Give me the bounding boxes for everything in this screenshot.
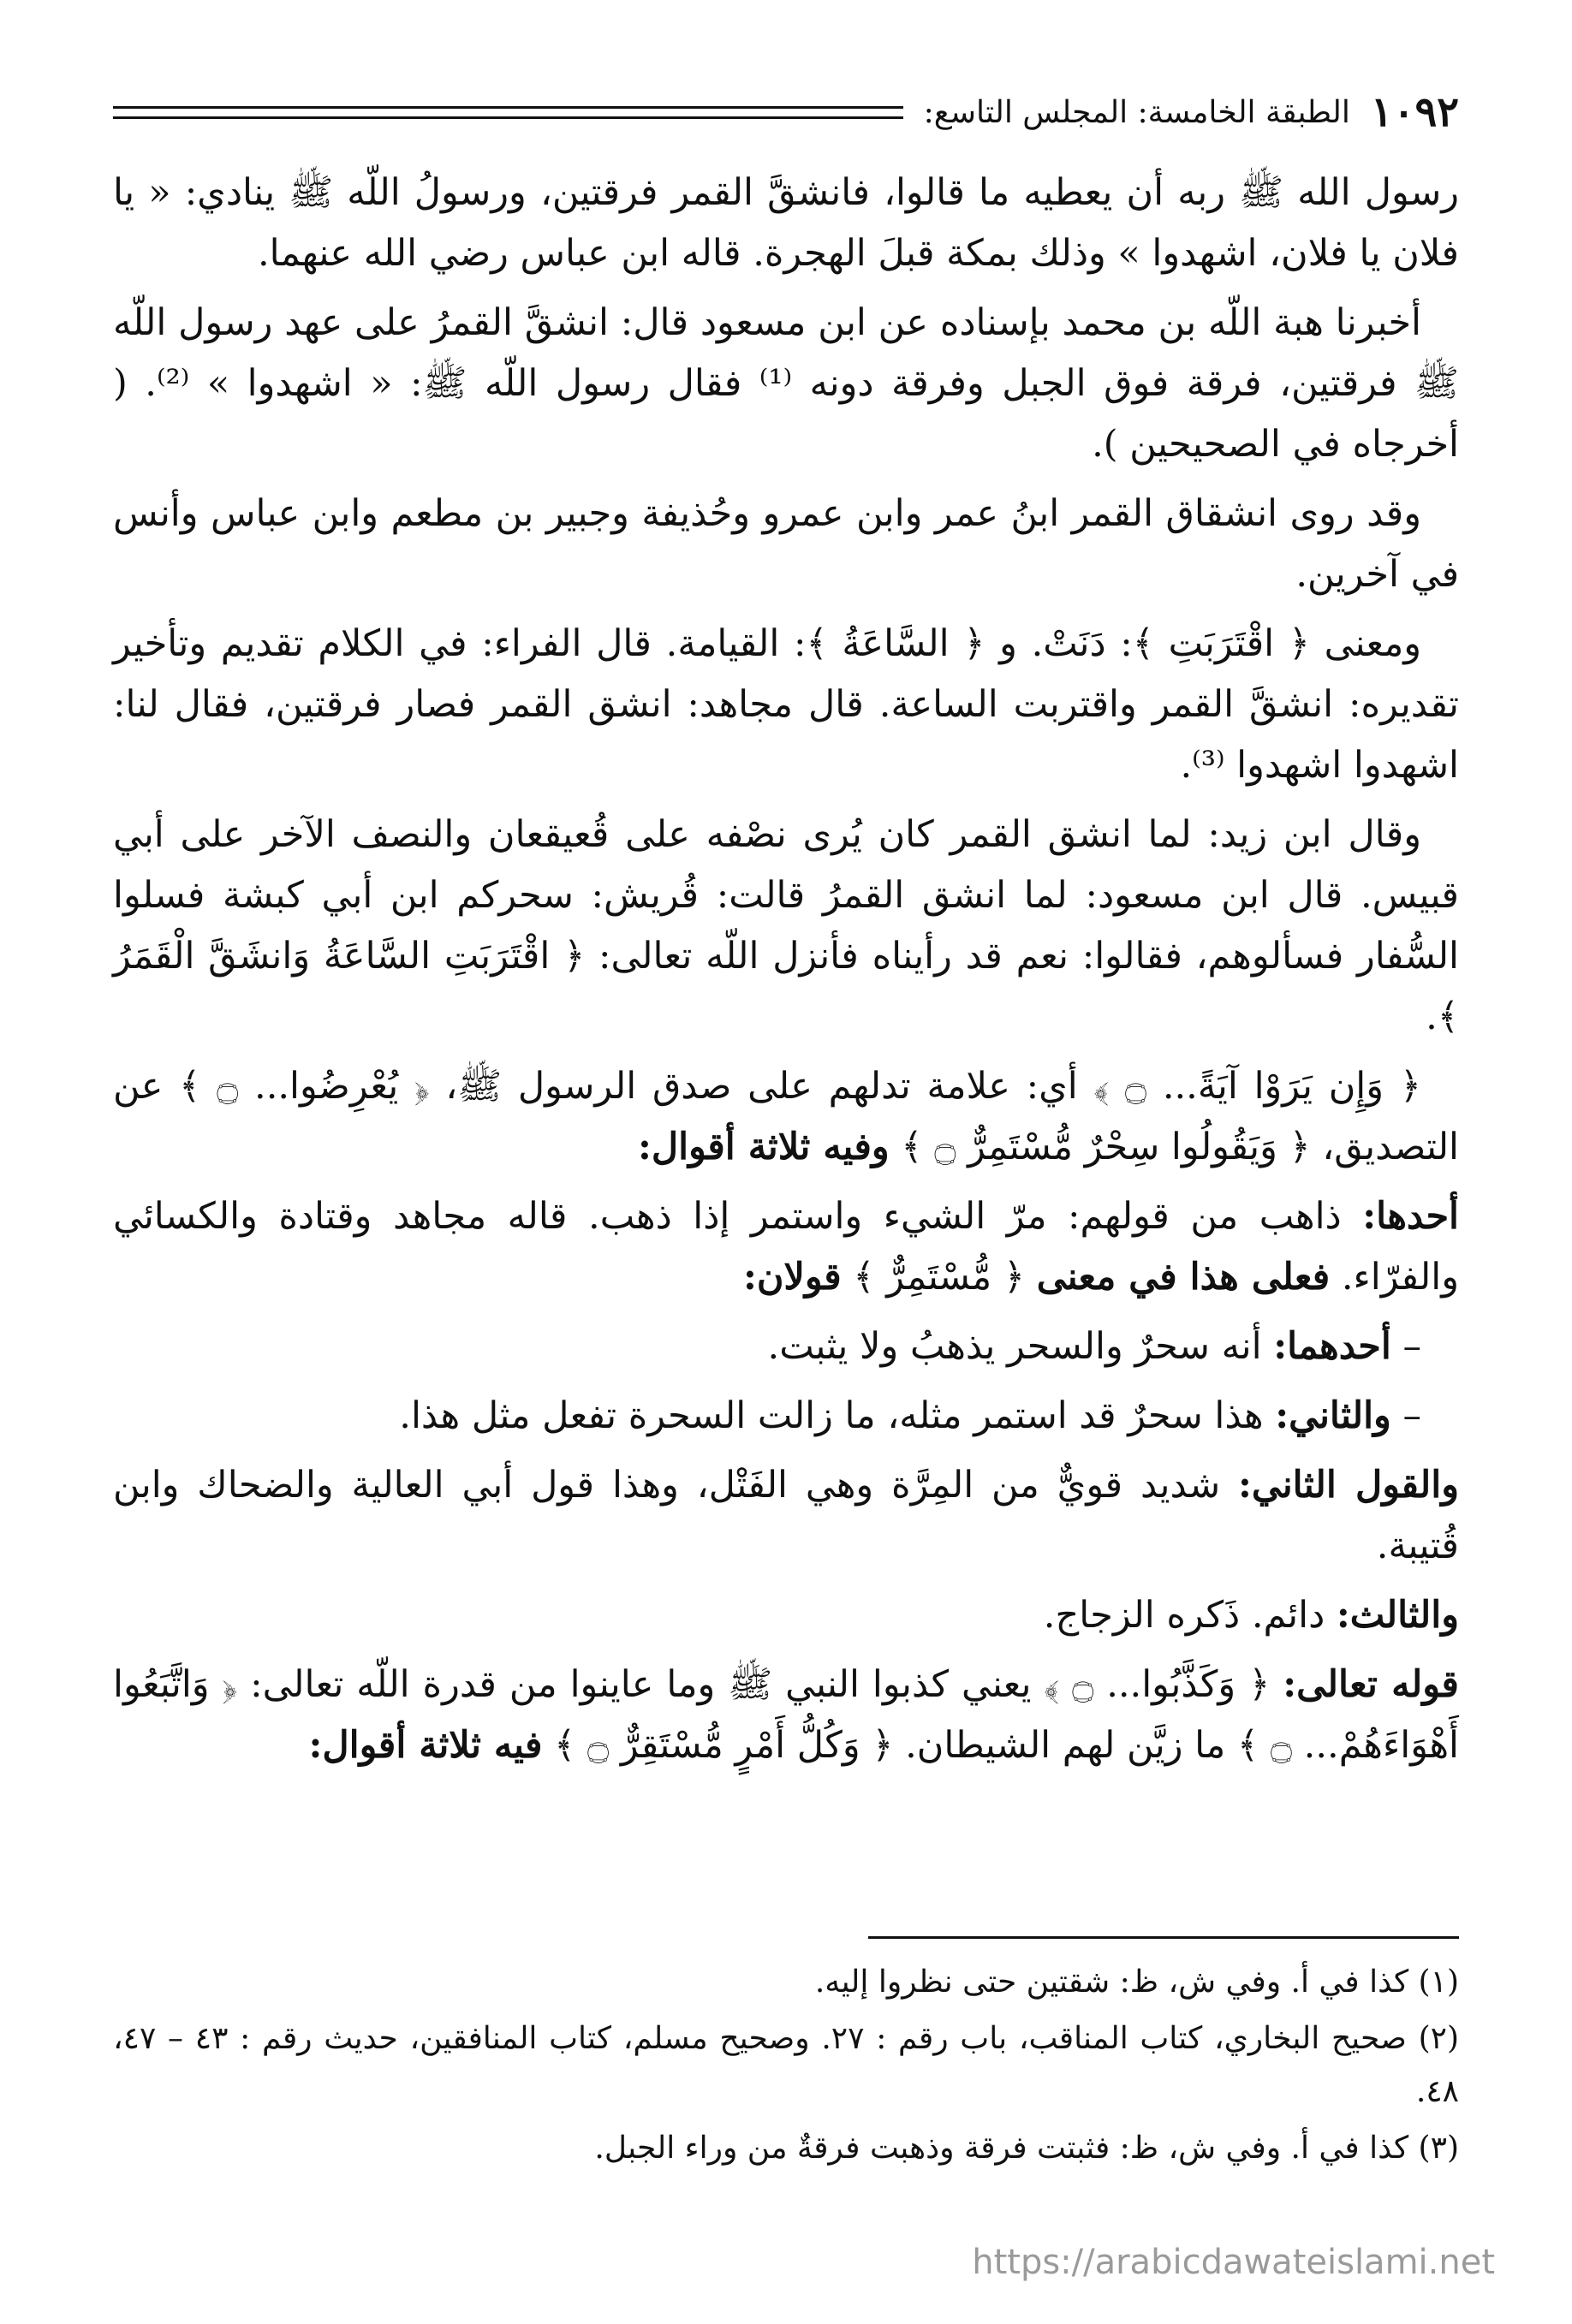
footnote-separator xyxy=(868,1936,1459,1939)
watermark-url: https://arabicdawateislami.net xyxy=(972,2243,1495,2282)
header-rule xyxy=(113,106,903,119)
paragraph-6: ﴿ وَإِن يَرَوْا آيَةً... ۝ ﴾ أي: علامة تدلهم على صدق الرسول ﷺ، ﴿ يُعْرِضُوا... ۝ ﴾ عن التصديق، ﴿ وَيَقُولُوا سِحْرٌ مُّسْتَمِرٌّ ۝ ﴾ وفيه ثلاثة أقوال: xyxy=(113,1065,1459,1168)
running-title: الطبقة الخامسة: المجلس التاسع: xyxy=(923,94,1350,130)
paragraph-5: وقال ابن زيد: لما انشق القمر كان يُرى نصْفه على قُعيقعان والنصف الآخر على أبي قبيس. قال ابن مسعود: لما انشق القمرُ قالت: قُريش: سحركم ابن أبي كبشة فسلوا السُّفار فسألوهم، فقالوا: نعم قد رأيناه فأنزل اللّه تعالى: ﴿ اقْتَرَبَتِ السَّاعَةُ وَانشَقَّ الْقَمَرُ ﴾. xyxy=(113,813,1459,1038)
paragraph-11: والثالث: دائم. ذَكره الزجاج. xyxy=(1043,1594,1459,1637)
main-text xyxy=(113,163,1459,1883)
paragraph-12: قوله تعالى: ﴿ وَكَذَّبُوا... ۝ ﴾ يعني كذبوا النبي ﷺ وما عاينوا من قدرة اللّه تعالى: ﴿ وَاتَّبَعُوا أَهْوَاءَهُمْ... ۝ ﴾ ما زيَّن لهم الشيطان. ﴿ وَكُلُّ أَمْرٍ مُّسْتَقِرٌّ ۝ ﴾ فيه ثلاثة أقوال: xyxy=(113,1663,1459,1767)
footnote-2: (٢) صحيح البخاري، كتاب المناقب، باب رقم : ٢٧. وصحيح مسلم، كتاب المنافقين، حديث رقم : ٤٣ – ٤٧، ٤٨. xyxy=(113,2021,1460,2109)
page-number: ١٠٩٢ xyxy=(1370,88,1459,136)
page-header xyxy=(113,82,1459,142)
paragraph-9: – والثاني: هذا سحرٌ قد استمر مثله، ما زالت السحرة تفعل مثل هذا. xyxy=(399,1394,1421,1437)
footnote-1: (١) كذا في أ. وفي ش، ظ: شقتين حتى نظروا إليه. xyxy=(814,1964,1459,2000)
paragraph-1: رسول الله ﷺ ربه أن يعطيه ما قالوا، فانشقَّ القمر فرقتين، ورسولُ اللّه ﷺ ينادي: « يا فلان يا فلان، اشهدوا » وذلك بمكة قبلَ الهجرة. قاله ابن عباس رضي الله عنهما. xyxy=(113,171,1459,275)
paragraph-3: وقد روى انشقاق القمر ابنُ عمر وابن عمرو وحُذيفة وجبير بن مطعم وابن عباس وأنس في آخرين. xyxy=(113,492,1459,596)
paragraph-10: والقول الثاني: شديد قويٌّ من المِرَّة وهي الفَتْل، وهذا قول أبي العالية والضحاك وابن قُتيبة. xyxy=(113,1464,1459,1567)
paragraph-2: أخبرنا هبة اللّه بن محمد بإسناده عن ابن مسعود قال: انشقَّ القمرُ على عهد رسول اللّه ﷺ فرقتين، فرقة فوق الجبل وفرقة دونه ⁽¹⁾ فقال رسول اللّه ﷺ: « اشهدوا » ⁽²⁾. ( أخرجاه في الصحيحين ). xyxy=(113,301,1459,466)
paragraph-7: أحدها: ذاهب من قولهم: مرّ الشيء واستمر إذا ذهب. قاله مجاهد وقتادة والكسائي والفرّاء. فعلى هذا في معنى ﴿ مُّسْتَمِرٌّ ﴾ قولان: xyxy=(113,1195,1459,1299)
footnote-3: (٣) كذا في أ. وفي ش، ظ: فثبتت فرقة وذهبت فرقةٌ من وراء الجبل. xyxy=(594,2131,1459,2166)
footnotes xyxy=(113,1956,1459,2178)
paragraph-8: – أحدهما: أنه سحرٌ والسحر يذهبُ ولا يثبت. xyxy=(767,1325,1421,1368)
paragraph-4: ومعنى ﴿ اقْتَرَبَتِ ﴾: دَنَتْ. و ﴿ السَّاعَةُ ﴾: القيامة. قال الفراء: في الكلام تقديم وتأخير تقديره: انشقَّ القمر واقتربت الساعة. قال مجاهد: انشق القمر فصار فرقتين، فقال لنا: اشهدوا اشهدوا ⁽³⁾. xyxy=(113,622,1459,787)
